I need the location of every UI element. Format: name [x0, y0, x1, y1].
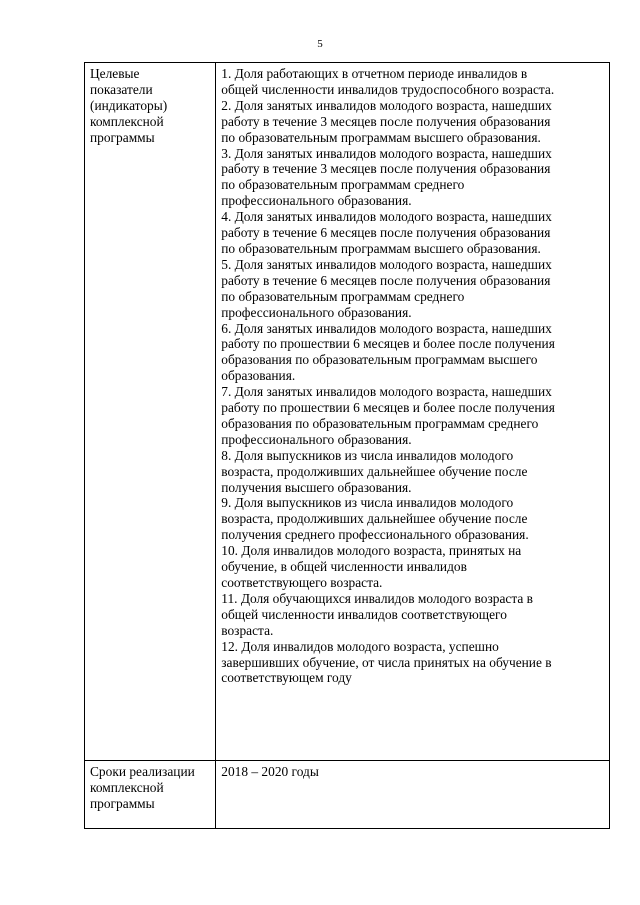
value-line: соответствующего возраста.: [221, 575, 383, 590]
value-line: образования по образовательным программам высшего: [221, 352, 538, 368]
value-line: завершивших обучение, от числа принятых на обучение в: [221, 654, 552, 670]
value-line: возраста, продолживших дальнейшее обучение после: [221, 511, 528, 527]
value-line: работу по прошествии 6 месяцев и более после получения: [221, 400, 555, 416]
value-line: 3. Доля занятых инвалидов молодого возраста, нашедших: [221, 145, 552, 161]
label-line: (индикаторы): [90, 97, 168, 113]
value-line: по образовательным программам высшего образования.: [221, 129, 541, 145]
value-line: по образовательным программам среднего: [221, 177, 465, 193]
value-line: соответствующем году: [221, 670, 352, 686]
value-cell: [216, 63, 610, 761]
value-line: 6. Доля занятых инвалидов молодого возраста, нашедших: [221, 320, 552, 336]
page-number: 5: [317, 38, 323, 50]
value-line: 7. Доля занятых инвалидов молодого возраста, нашедших: [221, 384, 552, 400]
value-line: работу в течение 3 месяцев после получения образования: [221, 161, 551, 177]
value-line: 8. Доля выпускников из числа инвалидов молодого: [221, 447, 514, 463]
value-line: 10. Доля инвалидов молодого возраста, принятых на: [221, 543, 522, 559]
label-line: Сроки реализации: [90, 764, 195, 779]
value-line: работу в течение 6 месяцев после получения образования: [221, 272, 551, 288]
value-line: профессионального образования.: [221, 304, 412, 320]
value-line: профессионального образования.: [221, 431, 412, 447]
value-line: по образовательным программам высшего образования.: [221, 240, 541, 256]
value-line: образования по образовательным программам среднего: [221, 415, 539, 431]
table-row-target-indicators: [85, 63, 610, 761]
label-line: показатели: [90, 81, 153, 97]
value-cell: [216, 761, 610, 829]
value-line: работу в течение 6 месяцев после получения образования: [221, 225, 551, 241]
value-line: возраста.: [221, 622, 274, 638]
value-line: обучение, в общей численности инвалидов: [221, 559, 467, 575]
value-line: общей численности инвалидов трудоспособного возраста.: [221, 81, 555, 97]
value-line: 1. Доля работающих в отчетном периоде инвалидов в: [221, 66, 528, 81]
value-line: по образовательным программам среднего: [221, 288, 465, 304]
table-row-implementation-terms: [85, 761, 610, 829]
program-passport-table: [84, 62, 610, 829]
label-cell: [85, 761, 216, 829]
value-line: профессионального образования.: [221, 193, 412, 209]
label-line: программы: [90, 129, 155, 145]
label-cell: [85, 63, 216, 761]
value-line: работу по прошествии 6 месяцев и более после получения: [221, 336, 555, 352]
value-line: работу в течение 3 месяцев после получения образования: [221, 113, 551, 129]
label-line: комплексной: [90, 779, 164, 795]
value-line: возраста, продолживших дальнейшее обучение после: [221, 463, 528, 479]
label-line: комплексной: [90, 113, 164, 129]
value-line: общей численности инвалидов соответствующего: [221, 606, 507, 622]
value-line: 2. Доля занятых инвалидов молодого возраста, нашедших: [221, 97, 552, 113]
value-line: 2018 – 2020 годы: [221, 764, 319, 779]
value-line: 9. Доля выпускников из числа инвалидов молодого: [221, 495, 514, 511]
value-line: 11. Доля обучающихся инвалидов молодого возраста в: [221, 590, 533, 606]
value-line: образования.: [221, 368, 296, 384]
label-line: Целевые: [90, 66, 140, 81]
value-line: получения высшего образования.: [221, 479, 412, 495]
value-line: 4. Доля занятых инвалидов молодого возраста, нашедших: [221, 209, 552, 225]
value-line: 5. Доля занятых инвалидов молодого возраста, нашедших: [221, 256, 552, 272]
value-line: 12. Доля инвалидов молодого возраста, успешно: [221, 638, 499, 654]
label-line: программы: [90, 795, 155, 811]
value-line: получения среднего профессионального образования.: [221, 527, 529, 543]
